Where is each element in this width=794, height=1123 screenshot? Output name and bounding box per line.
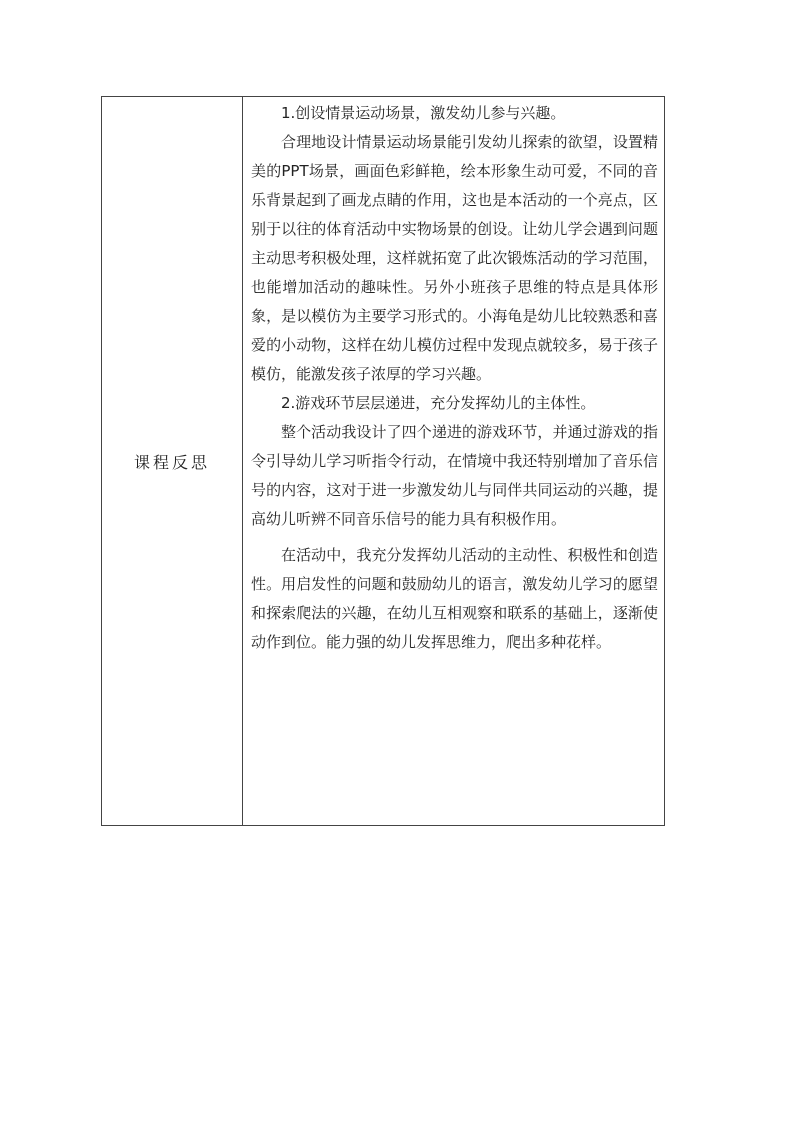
paragraph-3: 在活动中，我充分发挥幼儿活动的主动性、积极性和创造性。用启发性的问题和鼓励幼儿的语言，激发幼儿学习的愿望和探索爬法的兴趣，在幼儿互相观察和联系的基础上，逐渐使动作到位。能力强的幼儿发挥思维力，爬出多种花样。 <box>251 546 658 651</box>
reflection-table <box>101 96 665 826</box>
heading-2: 2.游戏环节层层递进，充分发挥幼儿的主体性。 <box>281 394 596 412</box>
content-cell <box>243 97 664 825</box>
row-label: 课程反思 <box>133 452 210 472</box>
paragraph-1: 合理地设计情景运动场景能引发幼儿探索的欲望，设置精美的PPT场景，画面色彩鲜艳，绘本形象生动可爱，不同的音乐背景起到了画龙点睛的作用，这也是本活动的一个亮点，区别于以往的体育活动中实物场景的创设。让幼儿学会遇到问题主动思考积极处理，这样就拓宽了此次锻炼活动的学习范围，也能增加活动的趣味性。另外小班孩子思维的特点是具体形象，是以模仿为主要学习形式的。小海龟是幼儿比较熟悉和喜爱的小动物，这样在幼儿模仿过程中发现点就较多，易于孩子模仿，能激发孩子浓厚的学习兴趣。 <box>251 133 658 383</box>
heading-1: 1.创设情景运动场景，激发幼儿参与兴趣。 <box>281 104 566 122</box>
paragraph-2: 整个活动我设计了四个递进的游戏环节，并通过游戏的指令引导幼儿学习听指令行动，在情境中我还特别增加了音乐信号的内容，这对于进一步激发幼儿与同伴共同运动的兴趣，提高幼儿听辨不同音乐信号的能力具有积极作用。 <box>251 423 658 528</box>
label-cell <box>102 97 243 825</box>
